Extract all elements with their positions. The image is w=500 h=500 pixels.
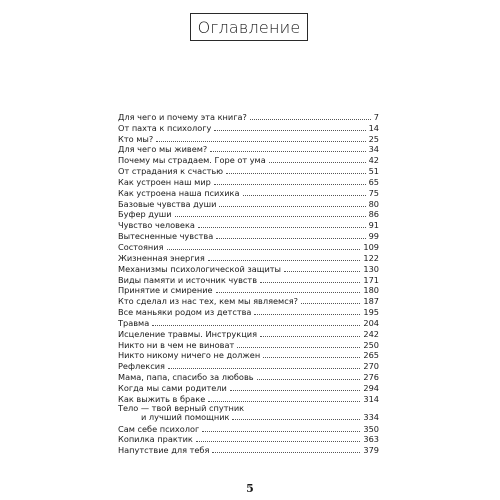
toc-entry-label: Никто никому ничего не должен: [118, 350, 261, 361]
toc-entry-page: 14: [368, 122, 379, 133]
toc-entry-label: Буфер души: [118, 209, 172, 220]
toc-entry-page: 270: [363, 361, 379, 372]
toc-entry-page: 51: [368, 166, 379, 177]
toc-entry: [118, 285, 379, 296]
dot-leader: [216, 238, 365, 239]
toc-entry-label: Когда мы сами родители: [118, 382, 227, 393]
toc-entry-label: Мама, папа, спасибо за любовь: [118, 372, 254, 383]
dot-leader: [212, 452, 360, 453]
dot-leader: [250, 119, 371, 120]
toc-entry-label: Состояния: [118, 241, 164, 252]
toc-entry-label: Виды памяти и источник чувств: [118, 274, 258, 285]
toc-entry-page: 242: [363, 328, 379, 339]
toc-entry: [118, 154, 379, 165]
dot-leader: [257, 379, 361, 380]
toc-entry-label: Базовые чувства души: [118, 198, 217, 209]
dot-leader: [260, 336, 360, 337]
toc-entry-label: Рефлексия: [118, 361, 165, 372]
toc-entry-label: От страдания к счастью: [118, 166, 224, 177]
dot-leader: [208, 401, 360, 402]
toc-entry-label: Тело — твой верный спутник: [118, 402, 245, 413]
toc-entry-page: 25: [368, 133, 379, 144]
toc-entry-page: 250: [363, 339, 379, 350]
dot-leader: [198, 227, 366, 228]
toc-entry-label: Как устроен наш мир: [118, 176, 211, 187]
page-number: 5: [246, 482, 254, 495]
toc-entry: [118, 295, 379, 306]
toc-entry-label: Вытесненные чувства: [118, 231, 214, 242]
dot-leader: [168, 368, 360, 369]
toc-entry-label: Кто сделал из нас тех, кем мы являемся?: [118, 296, 298, 307]
toc-entry-page: 334: [363, 411, 379, 422]
dot-leader: [254, 314, 360, 315]
toc-entry: [118, 122, 379, 133]
toc-entry-page: 171: [363, 274, 379, 285]
toc-entry-page: 276: [363, 372, 379, 383]
toc-entry-page: 122: [363, 252, 379, 263]
dot-leader: [214, 130, 365, 131]
toc-entry-label: Никто ни в чем не виноват: [118, 339, 235, 350]
toc-entry-page: 180: [363, 285, 379, 296]
toc-entry-page: 265: [363, 350, 379, 361]
dot-leader: [269, 162, 366, 163]
toc-entry-page: 204: [363, 317, 379, 328]
dot-leader: [232, 419, 360, 420]
toc-entry: [118, 360, 379, 371]
toc-entry-page: 187: [363, 296, 379, 307]
toc-entry-label: Жизненная энергия: [118, 252, 205, 263]
dot-leader: [263, 357, 360, 358]
toc-entry: [118, 209, 379, 220]
toc-entry-label: Для чего мы живем?: [118, 144, 208, 155]
toc-entry-label: Как устроена наша психика: [118, 187, 240, 198]
toc-entry-label-continued: и лучший помощник: [141, 411, 230, 422]
dot-leader: [196, 441, 361, 442]
dot-leader: [210, 151, 365, 152]
toc-entry: [118, 317, 379, 328]
toc-entry: [118, 371, 379, 382]
toc-entry-label: Кто мы?: [118, 133, 154, 144]
page-title: Оглавление: [197, 17, 301, 37]
toc-entry: [118, 423, 379, 434]
toc-entry: [118, 144, 379, 155]
dot-leader: [260, 282, 360, 283]
toc-entry: [118, 198, 379, 209]
toc-entry: [118, 111, 379, 122]
dot-leader: [152, 325, 360, 326]
toc-entry-page: 130: [363, 263, 379, 274]
dot-leader: [175, 216, 366, 217]
toc-entry: [118, 219, 379, 230]
dot-leader: [230, 390, 361, 391]
toc-entry: [118, 434, 379, 445]
toc-entry-label: Как выжить в браке: [118, 393, 206, 404]
toc-entry-page: 363: [363, 434, 379, 445]
toc-entry-page: 91: [368, 220, 379, 231]
toc-entry-page: 7: [373, 111, 379, 122]
toc-entry-label: Копилка практик: [118, 434, 193, 445]
toc-entry-label: Все маньяки родом из детства: [118, 307, 252, 318]
toc-entry: [118, 133, 379, 144]
dot-leader: [202, 431, 360, 432]
toc-entry-label: Чувство человека: [118, 220, 195, 231]
toc-entry-page: 65: [368, 176, 379, 187]
toc-entry-page: 314: [363, 393, 379, 404]
toc-entry-page: 99: [368, 231, 379, 242]
dot-leader: [214, 184, 366, 185]
toc-entry-page: 34: [368, 144, 379, 155]
toc-entry: [118, 176, 379, 187]
dot-leader: [226, 173, 366, 174]
dot-leader: [243, 195, 366, 196]
dot-leader: [208, 260, 361, 261]
table-of-contents: [118, 111, 379, 455]
toc-entry-label: Для чего и почему эта книга?: [118, 111, 247, 122]
toc-entry: [118, 404, 379, 423]
dot-leader: [216, 292, 361, 293]
toc-entry: [118, 350, 379, 361]
toc-entry: [118, 382, 379, 393]
toc-entry-page: 195: [363, 307, 379, 318]
toc-entry-page: 109: [363, 241, 379, 252]
toc-entry: [118, 274, 379, 285]
toc-entry-label: Исцеление травмы. Инструкция: [118, 328, 258, 339]
dot-leader: [156, 141, 365, 142]
toc-entry: [118, 230, 379, 241]
toc-entry-page: 294: [363, 382, 379, 393]
toc-entry-page: 42: [368, 155, 379, 166]
title-frame: [190, 13, 308, 41]
toc-entry: [118, 252, 379, 263]
toc-entry-label: Принятие и смирение: [118, 285, 213, 296]
toc-entry-label: От пахта к психологу: [118, 122, 212, 133]
toc-entry-label: Травма: [118, 317, 150, 328]
toc-entry: [118, 306, 379, 317]
toc-entry: [118, 328, 379, 339]
toc-entry: [118, 241, 379, 252]
toc-entry: [118, 165, 379, 176]
toc-entry-page: 379: [363, 445, 379, 456]
toc-entry-page: 80: [368, 198, 379, 209]
toc-entry-page: 86: [368, 209, 379, 220]
toc-entry-label: Напутствие для тебя: [118, 445, 210, 456]
toc-entry-label: Механизмы психологической защиты: [118, 263, 282, 274]
toc-entry: [118, 339, 379, 350]
dot-leader: [167, 249, 361, 250]
dot-leader: [219, 206, 365, 207]
toc-entry-label: Почему мы страдаем. Горе от ума: [118, 155, 266, 166]
dot-leader: [284, 271, 360, 272]
toc-entry-page: 75: [368, 187, 379, 198]
toc-entry: [118, 187, 379, 198]
toc-entry: [118, 444, 379, 455]
toc-entry-label: Сам себе психолог: [118, 423, 200, 434]
dot-leader: [301, 303, 360, 304]
toc-entry-page: 350: [363, 423, 379, 434]
toc-entry: [118, 263, 379, 274]
dot-leader: [237, 347, 360, 348]
